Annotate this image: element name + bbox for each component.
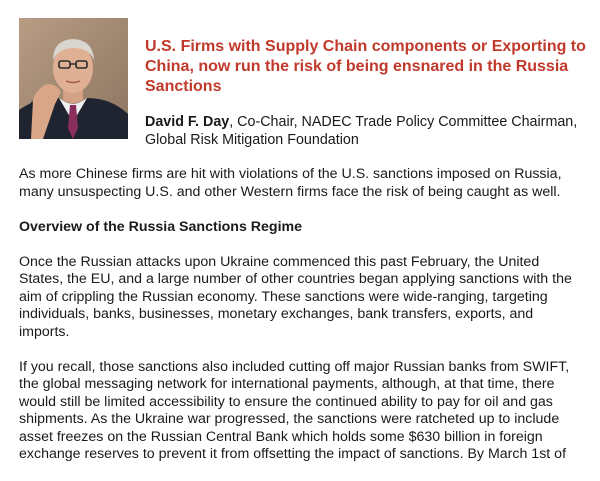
intro-paragraph: As more Chinese firms are hit with violations of the U.S. sanctions imposed on Russia, many unsuspecting U.S. and other Western firms face the risk of being caught as well. bbox=[19, 166, 562, 200]
article-header bbox=[0, 0, 600, 160]
author-name: David F. Day bbox=[145, 114, 230, 130]
author-byline bbox=[145, 113, 595, 149]
author-portrait-icon bbox=[19, 18, 128, 139]
article-title: U.S. Firms with Supply Chain components or Exporting to China, now run the risk of being ensnared in the Russia Sanctions bbox=[145, 38, 586, 95]
body-paragraph-2: If you recall, those sanctions also included cutting off major Russian banks from SWIFT, the global messaging network for international payments, although, at that time, there would still be limited accessibility to ensure the continued ability to pay for oil and gas shipments. As the Ukraine war progressed, the sanctions were ratcheted up to include asset freezes on the Russian Central Bank which holds some $630 billion in foreign exchange reserves to prevent it from offsetting the impact of sanctions. By March 1st of bbox=[19, 358, 570, 462]
article-body bbox=[19, 166, 584, 481]
author-photo bbox=[19, 18, 128, 139]
section-heading: Overview of the Russia Sanctions Regime bbox=[19, 218, 303, 235]
author-roles: , Co-Chair, NADEC Trade Policy Committee Chairman, Global Risk Mitigation Foundation bbox=[145, 114, 578, 148]
body-paragraph-1: Once the Russian attacks upon Ukraine commenced this past February, the United States, the EU, and a large number of other countries began applying sanctions with the aim of crippling the Russian economy. These sanctions were wide-ranging, targeting individuals, banks, businesses, monetary exchanges, bank transfers, exports, and imports. bbox=[19, 253, 572, 340]
